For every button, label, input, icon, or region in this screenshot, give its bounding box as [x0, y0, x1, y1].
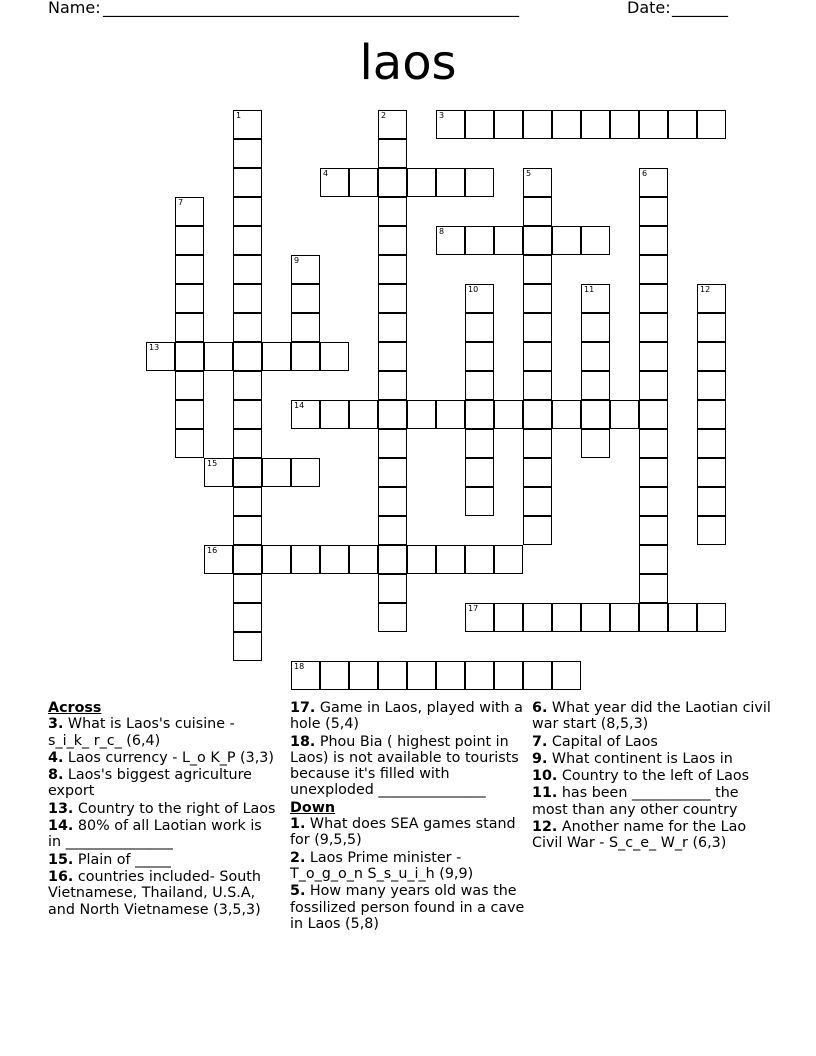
grid-cell[interactable]	[436, 661, 465, 690]
grid-cell[interactable]	[175, 371, 204, 400]
clue-number: 2	[381, 111, 387, 120]
grid-cell[interactable]	[175, 429, 204, 458]
grid-cell[interactable]	[291, 255, 320, 284]
clue-number-label: 18.	[290, 733, 316, 750]
grid-cell[interactable]	[523, 458, 552, 487]
grid-cell[interactable]	[465, 342, 494, 371]
grid-cell[interactable]	[378, 110, 407, 139]
grid-cell[interactable]	[320, 342, 349, 371]
clue-number-label: 1.	[290, 816, 306, 833]
grid-cell[interactable]	[581, 400, 610, 429]
grid-cell[interactable]	[581, 313, 610, 342]
grid-cell[interactable]	[494, 110, 523, 139]
grid-cell[interactable]	[436, 168, 465, 197]
grid-cell[interactable]	[697, 284, 726, 313]
grid-cell[interactable]	[523, 342, 552, 371]
grid-cell[interactable]	[610, 110, 639, 139]
grid-cell[interactable]	[378, 255, 407, 284]
grid-cell[interactable]	[465, 661, 494, 690]
across-clue	[48, 716, 276, 749]
down-heading: Down	[290, 799, 336, 816]
grid-cell[interactable]	[378, 574, 407, 603]
page-title: laos	[359, 35, 457, 91]
down-clue	[532, 785, 772, 818]
clue-number: 18	[294, 662, 305, 671]
grid-cell[interactable]	[697, 603, 726, 632]
grid-cell[interactable]	[233, 139, 262, 168]
grid-cell[interactable]	[523, 284, 552, 313]
grid-cell[interactable]	[378, 342, 407, 371]
clue-number: 17	[468, 604, 479, 613]
grid-cell[interactable]	[494, 400, 523, 429]
grid-cell[interactable]	[465, 458, 494, 487]
grid-cell[interactable]	[378, 284, 407, 313]
clue-number: 4	[323, 169, 329, 178]
grid-cell[interactable]	[407, 545, 436, 574]
grid-cell[interactable]	[697, 110, 726, 139]
down-clues-column-3	[532, 700, 772, 853]
grid-cell[interactable]	[378, 197, 407, 226]
grid-cell[interactable]	[436, 226, 465, 255]
clue-text: Phou Bia ( highest point in Laos) is not available to tourists because it's filled with unexploded _______________	[290, 733, 519, 799]
down-clue	[532, 819, 772, 852]
grid-cell[interactable]	[639, 458, 668, 487]
grid-cell[interactable]	[349, 168, 378, 197]
grid-cell[interactable]	[233, 284, 262, 313]
grid-cell[interactable]	[465, 313, 494, 342]
grid-cell[interactable]	[320, 545, 349, 574]
clue-text: countries included- South Vietnamese, Thailand, U.S.A, and North Vietnamese (3,5,3)	[48, 868, 261, 918]
grid-cell[interactable]	[523, 661, 552, 690]
grid-cell[interactable]	[639, 110, 668, 139]
grid-cell[interactable]	[233, 487, 262, 516]
grid-cell[interactable]	[581, 342, 610, 371]
grid-cell[interactable]	[552, 110, 581, 139]
down-clue	[532, 700, 772, 733]
clue-number: 5	[526, 169, 532, 178]
clue-number: 8	[439, 227, 445, 236]
grid-cell[interactable]	[610, 400, 639, 429]
down-clue	[290, 850, 526, 883]
grid-cell[interactable]	[668, 603, 697, 632]
clue-number: 14	[294, 401, 305, 410]
grid-cell[interactable]	[639, 574, 668, 603]
name-line[interactable]: ____________________________________________________	[103, 0, 519, 17]
grid-cell[interactable]	[175, 197, 204, 226]
clue-number: 7	[178, 198, 184, 207]
grid-cell[interactable]	[552, 603, 581, 632]
grid-cell[interactable]	[291, 458, 320, 487]
grid-cell[interactable]	[233, 168, 262, 197]
grid-cell[interactable]	[262, 458, 291, 487]
grid-cell[interactable]	[639, 313, 668, 342]
clue-number-label: 5.	[290, 883, 306, 900]
grid-cell[interactable]	[697, 516, 726, 545]
grid-cell[interactable]	[523, 313, 552, 342]
grid-cell[interactable]	[523, 110, 552, 139]
clue-number: 9	[294, 256, 300, 265]
clue-text: Laos's biggest agriculture export	[48, 767, 252, 800]
grid-cell[interactable]	[639, 255, 668, 284]
grid-cell[interactable]	[291, 284, 320, 313]
grid-cell[interactable]	[407, 168, 436, 197]
grid-cell[interactable]	[175, 342, 204, 371]
grid-cell[interactable]	[233, 226, 262, 255]
grid-cell[interactable]	[233, 545, 262, 574]
grid-cell[interactable]	[465, 226, 494, 255]
grid-cell[interactable]	[639, 197, 668, 226]
clues-column-2	[290, 700, 526, 933]
grid-cell[interactable]	[291, 342, 320, 371]
grid-cell[interactable]	[581, 603, 610, 632]
grid-cell[interactable]	[262, 342, 291, 371]
across-clue	[48, 818, 276, 851]
grid-cell[interactable]	[523, 226, 552, 255]
down-clue	[532, 768, 772, 784]
clue-text: Capital of Laos	[547, 733, 658, 750]
grid-cell[interactable]	[233, 342, 262, 371]
grid-cell[interactable]	[697, 371, 726, 400]
grid-cell[interactable]	[378, 661, 407, 690]
grid-cell[interactable]	[233, 255, 262, 284]
clue-text: Laos Prime minister - T_o_g_o_n S_s_u_i_h (9,9)	[290, 849, 474, 882]
clue-number-label: 6.	[532, 700, 548, 716]
clue-number-label: 9.	[532, 750, 548, 767]
clue-text: Plain of _____	[73, 851, 171, 868]
down-clue	[290, 883, 526, 932]
across-clue	[48, 852, 276, 868]
clue-text: What continent is Laos in	[547, 750, 733, 767]
grid-cell[interactable]	[291, 545, 320, 574]
grid-cell[interactable]	[552, 400, 581, 429]
grid-cell[interactable]	[378, 487, 407, 516]
clue-number: 6	[642, 169, 648, 178]
grid-cell[interactable]	[378, 400, 407, 429]
grid-cell[interactable]	[378, 139, 407, 168]
clue-number-label: 8.	[48, 767, 64, 784]
grid-cell[interactable]	[465, 284, 494, 313]
grid-cell[interactable]	[465, 429, 494, 458]
grid-cell[interactable]	[233, 371, 262, 400]
grid-cell[interactable]	[639, 168, 668, 197]
grid-cell[interactable]	[523, 255, 552, 284]
clue-number-label: 2.	[290, 849, 306, 866]
grid-cell[interactable]	[378, 603, 407, 632]
grid-cell[interactable]	[349, 400, 378, 429]
grid-cell[interactable]	[175, 284, 204, 313]
grid-cell[interactable]	[697, 429, 726, 458]
clue-number-label: 15.	[48, 851, 74, 868]
grid-cell[interactable]	[697, 342, 726, 371]
down-clue	[532, 734, 772, 750]
across-clue	[48, 801, 276, 817]
clue-number-label: 14.	[48, 818, 74, 835]
grid-cell[interactable]	[204, 342, 233, 371]
grid-cell[interactable]	[233, 516, 262, 545]
grid-cell[interactable]	[523, 603, 552, 632]
grid-cell[interactable]	[320, 661, 349, 690]
clue-text: What does SEA games stand for (9,5,5)	[290, 816, 516, 849]
grid-cell[interactable]	[494, 545, 523, 574]
grid-cell[interactable]	[378, 516, 407, 545]
grid-cell[interactable]	[465, 487, 494, 516]
grid-cell[interactable]	[291, 661, 320, 690]
grid-cell[interactable]	[262, 545, 291, 574]
grid-cell[interactable]	[320, 400, 349, 429]
grid-cell[interactable]	[436, 545, 465, 574]
grid-cell[interactable]	[378, 168, 407, 197]
grid-cell[interactable]	[233, 574, 262, 603]
grid-cell[interactable]	[494, 661, 523, 690]
grid-cell[interactable]	[204, 545, 233, 574]
grid-cell[interactable]	[175, 226, 204, 255]
grid-cell[interactable]	[523, 197, 552, 226]
grid-cell[interactable]	[175, 255, 204, 284]
clue-number: 11	[584, 285, 595, 294]
grid-cell[interactable]	[552, 226, 581, 255]
grid-cell[interactable]	[639, 487, 668, 516]
grid-cell[interactable]	[465, 603, 494, 632]
grid-cell[interactable]	[436, 400, 465, 429]
grid-cell[interactable]	[349, 545, 378, 574]
clue-number-label: 11.	[532, 785, 558, 802]
clue-text: Another name for the Lao Civil War - S_c_e_ W_r (6,3)	[532, 819, 747, 852]
grid-cell[interactable]	[523, 429, 552, 458]
clue-number: 1	[236, 111, 242, 120]
clue-number: 12	[700, 285, 711, 294]
grid-cell[interactable]	[494, 603, 523, 632]
grid-cell[interactable]	[581, 284, 610, 313]
grid-cell[interactable]	[668, 110, 697, 139]
clue-number-label: 16.	[48, 868, 74, 885]
clue-text: has been ___________ the most than any other country	[532, 785, 739, 818]
grid-cell[interactable]	[523, 487, 552, 516]
down-clue	[290, 816, 526, 849]
grid-cell[interactable]	[233, 603, 262, 632]
clue-text: Country to the left of Laos	[557, 768, 750, 785]
grid-cell[interactable]	[465, 400, 494, 429]
grid-cell[interactable]	[233, 429, 262, 458]
grid-cell[interactable]	[494, 226, 523, 255]
grid-cell[interactable]	[378, 371, 407, 400]
grid-cell[interactable]	[378, 429, 407, 458]
clue-text: Game in Laos, played with a hole (5,4)	[290, 700, 523, 733]
grid-cell[interactable]	[697, 313, 726, 342]
grid-cell[interactable]	[697, 487, 726, 516]
grid-cell[interactable]	[175, 400, 204, 429]
grid-cell[interactable]	[349, 661, 378, 690]
clue-text: Country to the right of Laos	[73, 800, 276, 817]
grid-cell[interactable]	[407, 661, 436, 690]
clue-number-label: 3.	[48, 716, 64, 733]
grid-cell[interactable]	[204, 458, 233, 487]
grid-cell[interactable]	[465, 110, 494, 139]
grid-cell[interactable]	[552, 661, 581, 690]
grid-cell[interactable]	[523, 516, 552, 545]
clue-number: 3	[439, 111, 445, 120]
across-clue	[48, 767, 276, 800]
clue-text: Laos currency - L_o K_P (3,3)	[63, 749, 274, 766]
grid-cell[interactable]	[639, 371, 668, 400]
across-heading: Across	[48, 700, 102, 716]
clue-text: What year did the Laotian civil war start (8,5,3)	[532, 700, 771, 733]
clue-number: 15	[207, 459, 218, 468]
grid-cell[interactable]	[378, 458, 407, 487]
grid-cell[interactable]	[639, 603, 668, 632]
grid-cell[interactable]	[233, 400, 262, 429]
grid-cell[interactable]	[523, 400, 552, 429]
across-clue	[290, 734, 526, 799]
grid-cell[interactable]	[639, 545, 668, 574]
grid-cell[interactable]	[610, 603, 639, 632]
grid-cell[interactable]	[465, 545, 494, 574]
clue-number-label: 17.	[290, 700, 316, 716]
grid-cell[interactable]	[465, 168, 494, 197]
grid-cell[interactable]	[581, 226, 610, 255]
grid-cell[interactable]	[697, 400, 726, 429]
grid-cell[interactable]	[233, 110, 262, 139]
grid-cell[interactable]	[291, 313, 320, 342]
grid-cell[interactable]	[320, 168, 349, 197]
clue-number-label: 10.	[532, 768, 558, 785]
grid-cell[interactable]	[639, 516, 668, 545]
clue-text: 80% of all Laotian work is in _______________	[48, 818, 262, 851]
grid-cell[interactable]	[523, 371, 552, 400]
across-clue	[48, 750, 276, 766]
grid-cell[interactable]	[378, 545, 407, 574]
grid-cell[interactable]	[639, 400, 668, 429]
grid-cell[interactable]	[233, 197, 262, 226]
grid-cell[interactable]	[639, 284, 668, 313]
grid-cell[interactable]	[146, 342, 175, 371]
clue-number-label: 4.	[48, 749, 64, 766]
across-clues-column-1	[48, 700, 276, 919]
grid-cell[interactable]	[291, 400, 320, 429]
grid-cell[interactable]	[581, 429, 610, 458]
grid-cell[interactable]	[581, 110, 610, 139]
across-clue	[290, 700, 526, 733]
down-clue	[532, 751, 772, 767]
clue-number-label: 12.	[532, 819, 558, 836]
clue-number: 10	[468, 285, 479, 294]
grid-cell[interactable]	[233, 632, 262, 661]
grid-cell[interactable]	[407, 400, 436, 429]
grid-cell[interactable]	[581, 371, 610, 400]
date-line[interactable]: _______	[672, 0, 728, 17]
grid-cell[interactable]	[233, 313, 262, 342]
grid-cell[interactable]	[378, 226, 407, 255]
clue-number: 13	[149, 343, 160, 352]
clue-number-label: 7.	[532, 733, 548, 750]
across-clue	[48, 869, 276, 918]
grid-cell[interactable]	[175, 313, 204, 342]
grid-cell[interactable]	[436, 110, 465, 139]
grid-cell[interactable]	[465, 371, 494, 400]
grid-cell[interactable]	[233, 458, 262, 487]
grid-cell[interactable]	[378, 313, 407, 342]
grid-cell[interactable]	[639, 226, 668, 255]
grid-cell[interactable]	[697, 458, 726, 487]
grid-cell[interactable]	[639, 342, 668, 371]
clue-text: How many years old was the fossilized person found in a cave in Laos (5,8)	[290, 883, 525, 932]
grid-cell[interactable]	[639, 429, 668, 458]
clue-number-label: 13.	[48, 800, 74, 817]
name-label: Name:	[48, 0, 101, 17]
grid-cell[interactable]	[523, 168, 552, 197]
date-label: Date:	[627, 0, 671, 17]
clue-number: 16	[207, 546, 218, 555]
clue-text: What is Laos's cuisine - s_i_k_ r_c_ (6,4)	[48, 716, 235, 749]
